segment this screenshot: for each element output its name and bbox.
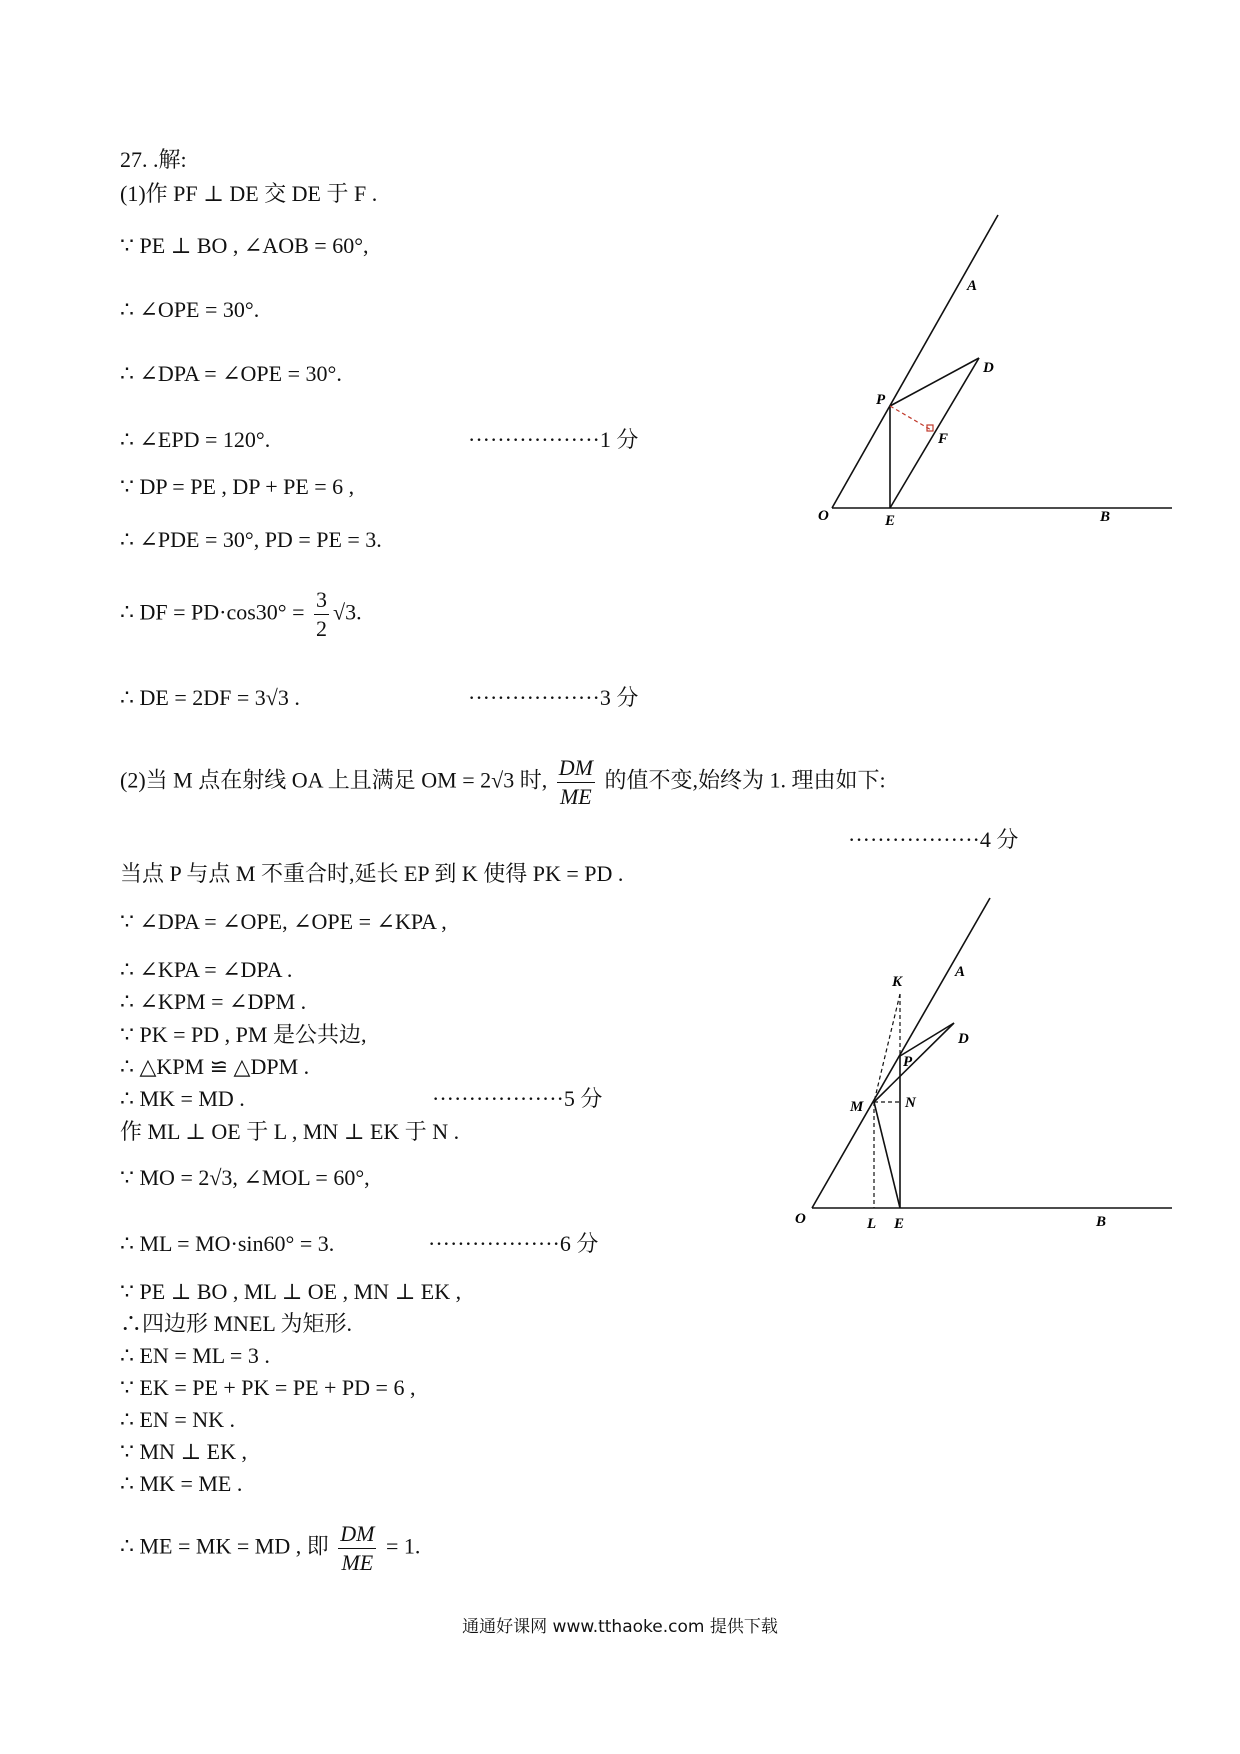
ray-oa	[832, 215, 998, 508]
label-e: E	[885, 513, 896, 529]
part2-line8: ∴ MK = MD .	[120, 1086, 245, 1111]
part1-line6: ∵ DP = PE , DP + PE = 6 ,	[120, 474, 355, 499]
label-d: D	[983, 360, 994, 376]
problem-header: 27. .解:	[120, 147, 187, 172]
part2-line13: ∴四边形 MNEL 为矩形.	[120, 1311, 353, 1336]
part2-line19-b: = 1.	[385, 1533, 421, 1559]
part2-line11: ∴ ML = MO·sin60° = 3.	[120, 1231, 335, 1256]
fraction-dm-over-me	[338, 1520, 376, 1577]
part1-line3: ∴ ∠OPE = 30°.	[120, 297, 260, 322]
part2-line12: ∵ PE ⊥ BO , ML ⊥ OE , MN ⊥ EK ,	[120, 1279, 462, 1304]
segment-km	[874, 994, 900, 1102]
ray-oa	[812, 898, 990, 1208]
part2-line10: ∵ MO = 2√3, ∠MOL = 60°,	[120, 1165, 370, 1190]
label-n: N	[905, 1095, 916, 1111]
label-d: D	[958, 1031, 969, 1047]
part2-line18: ∴ MK = ME .	[120, 1471, 243, 1496]
part1-line8-lhs: ∴ DF = PD·cos30° =	[120, 599, 305, 625]
score-3: ··················3 分	[468, 685, 639, 710]
part2-line19	[120, 1520, 420, 1577]
part2-line15: ∵ EK = PE + PK = PE + PD = 6 ,	[120, 1375, 416, 1400]
label-a: A	[955, 964, 966, 980]
label-l: L	[867, 1216, 877, 1232]
part1-line5: ∴ ∠EPD = 120°.	[120, 427, 271, 452]
segment-md	[874, 1023, 954, 1102]
fraction-denominator: ME	[559, 784, 592, 809]
sqrt-three: √3	[333, 599, 357, 625]
fraction-numerator: DM	[338, 1520, 376, 1549]
part1-line7: ∴ ∠PDE = 30°, PD = PE = 3.	[120, 527, 382, 552]
label-e: E	[894, 1216, 905, 1232]
part2-line7: ∴ △KPM ≌ △DPM .	[120, 1054, 310, 1079]
label-b: B	[1096, 1214, 1107, 1230]
fraction-numerator: 3	[314, 586, 329, 615]
score-1: ··················1 分	[468, 427, 639, 452]
part1-line9: ∴ DE = 2DF = 3√3 .	[120, 685, 300, 710]
label-p: P	[876, 392, 886, 408]
part2-line2: 当点 P 与点 M 不重合时,延长 EP 到 K 使得 PK = PD .	[120, 861, 624, 886]
segment-me	[874, 1102, 900, 1208]
segment-ed	[890, 358, 979, 508]
part1-line1: (1)作 PF ⊥ DE 交 DE 于 F .	[120, 181, 378, 206]
period: .	[356, 599, 362, 625]
fraction-3-over-2	[314, 586, 329, 643]
part1-line2: ∵ PE ⊥ BO , ∠AOB = 60°,	[120, 233, 369, 258]
score-4: ··················4 分	[848, 827, 1019, 852]
fraction-denominator: 2	[316, 616, 328, 641]
fraction-dm-over-me	[557, 754, 595, 811]
part2-line9: 作 ML ⊥ OE 于 L , MN ⊥ EK 于 N .	[120, 1119, 460, 1144]
part2-line6: ∵ PK = PD , PM 是公共边,	[120, 1022, 367, 1047]
label-a: A	[967, 278, 978, 294]
part2-line14: ∴ EN = ML = 3 .	[120, 1343, 270, 1368]
part2-line1	[120, 754, 886, 811]
fraction-numerator: DM	[557, 754, 595, 783]
score-6: ··················6 分	[428, 1231, 599, 1256]
part2-line1-a: (2)当 M 点在射线 OA 上且满足 OM = 2√3 时,	[120, 767, 548, 793]
part2-line5: ∴ ∠KPM = ∠DPM .	[120, 989, 307, 1014]
segment-pf	[890, 406, 933, 431]
part2-line19-a: ∴ ME = MK = MD , 即	[120, 1533, 329, 1559]
part2-line3: ∵ ∠DPA = ∠OPE, ∠OPE = ∠KPA ,	[120, 909, 447, 934]
score-5: ··················5 分	[432, 1086, 603, 1111]
part2-line16: ∴ EN = NK .	[120, 1407, 236, 1432]
part2-line4: ∴ ∠KPA = ∠DPA .	[120, 957, 293, 982]
part2-line17: ∵ MN ⊥ EK ,	[120, 1439, 247, 1464]
right-angle-mark	[927, 425, 933, 431]
label-k: K	[892, 974, 903, 990]
part1-line4: ∴ ∠DPA = ∠OPE = 30°.	[120, 361, 342, 386]
label-p: P	[903, 1054, 913, 1070]
segment-pd	[890, 358, 979, 406]
segment-pd	[900, 1023, 954, 1056]
part2-line1-b: 的值不变,始终为 1. 理由如下:	[604, 767, 886, 793]
page-footer: 通通好课网 www.tthaoke.com 提供下载	[462, 1617, 778, 1637]
fraction-denominator: ME	[341, 1550, 374, 1575]
label-o: O	[818, 508, 829, 524]
label-o: O	[795, 1211, 806, 1227]
label-f: F	[938, 431, 949, 447]
part1-line8	[120, 586, 362, 643]
label-b: B	[1100, 509, 1111, 525]
label-m: M	[850, 1099, 864, 1115]
